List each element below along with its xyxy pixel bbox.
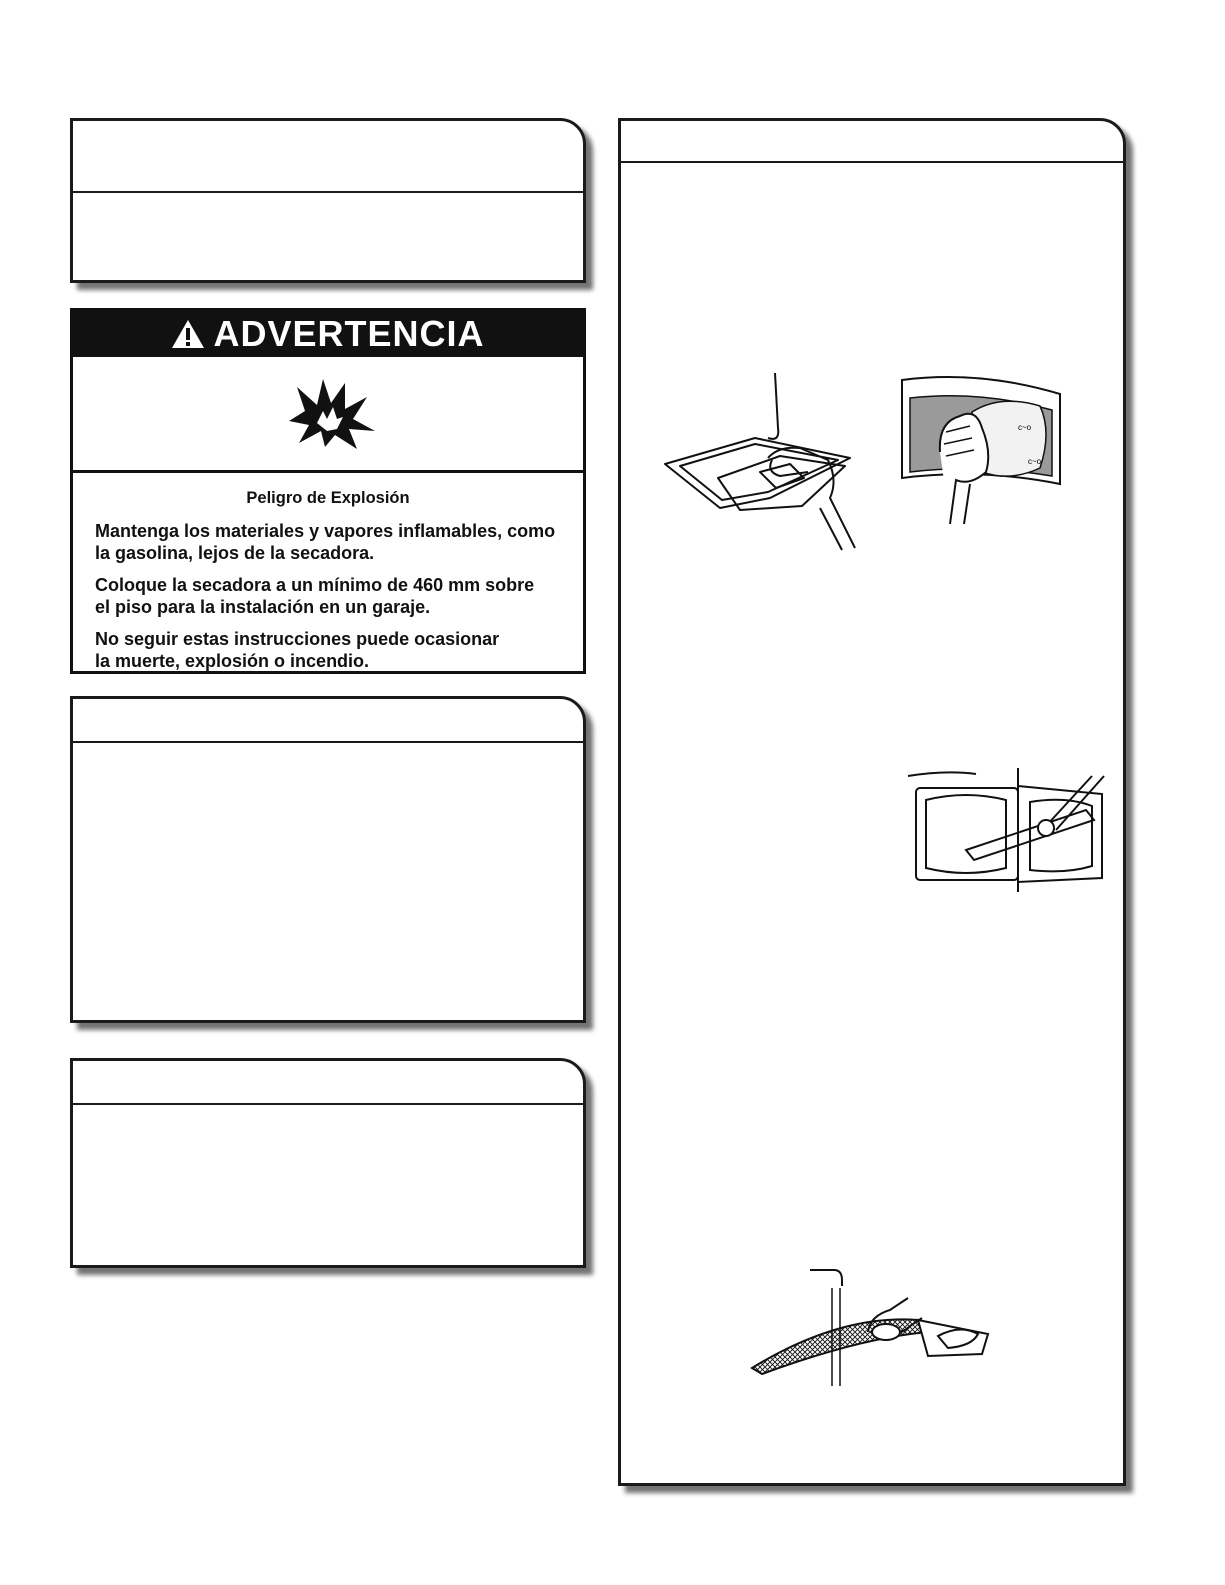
svg-text:c~o: c~o (1028, 457, 1042, 466)
lint-screen-wash-illustration (750, 1262, 1000, 1387)
warning-icon-area (73, 357, 583, 473)
panel-divider (73, 741, 583, 743)
panel-divider (621, 161, 1123, 163)
warning-text-flammables: Mantenga los materiales y vapores inflamables, como la gasolina, lejos de la secadora. (95, 521, 556, 563)
warning-header (73, 311, 583, 357)
hazard-title: Peligro de Explosión (246, 489, 410, 507)
lint-screen-removal-illustration (660, 368, 860, 553)
lint-screen-wipe-illustration (900, 372, 1065, 527)
info-panel-top (70, 118, 586, 283)
warning-body (73, 473, 583, 682)
warning-triangle-icon (171, 319, 205, 349)
dryer-interior-vacuum-illustration (906, 766, 1112, 892)
warning-text-consequences: No seguir estas instrucciones puede ocasionar la muerte, explosión o incendio. (95, 629, 500, 671)
panel-divider (73, 191, 583, 193)
info-panel-bottom (70, 1058, 586, 1268)
panel-divider (73, 1103, 583, 1105)
warning-box (70, 308, 586, 674)
svg-text:c~o: c~o (1018, 423, 1032, 432)
explosion-icon (287, 379, 377, 449)
warning-title: ADVERTENCIA (213, 313, 485, 354)
info-panel-middle (70, 696, 586, 1023)
warning-text-garage: Coloque la secadora a un mínimo de 460 mm sobre el piso para la instalación en un garaje. (95, 575, 535, 617)
